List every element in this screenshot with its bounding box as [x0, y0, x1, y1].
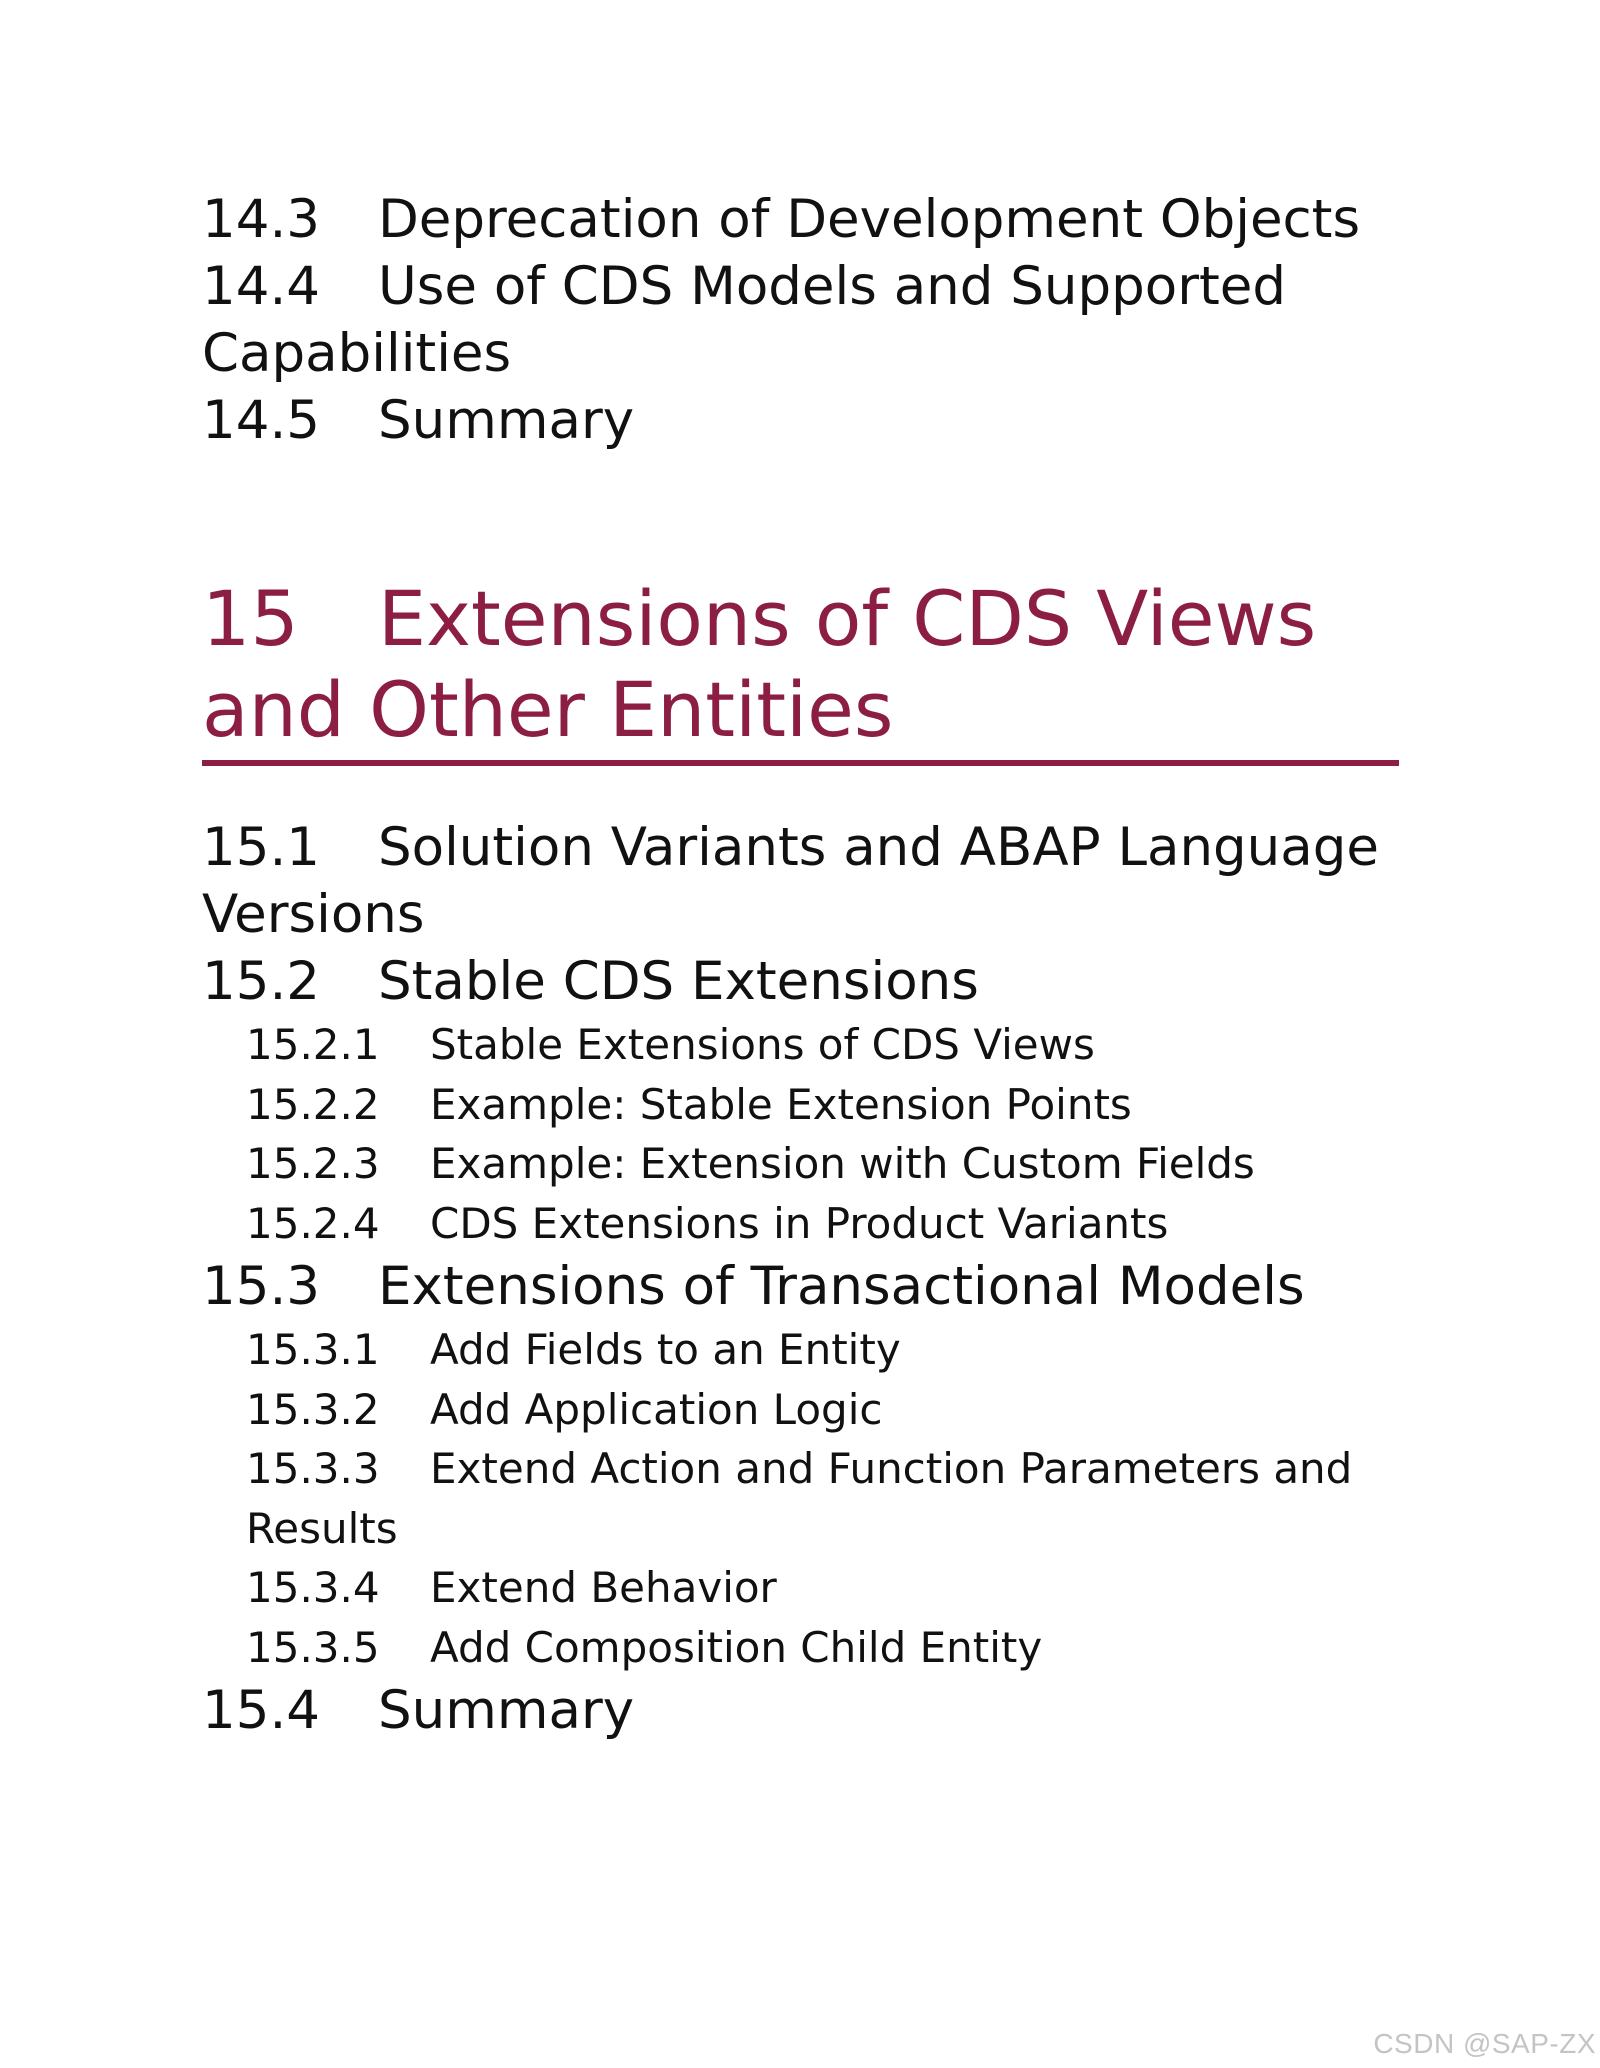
toc-entry-number: 15.4: [202, 1680, 321, 1741]
toc-subentry-title: Add Fields to an Entity: [430, 1325, 901, 1374]
toc-subentry-number: 15.2.3: [246, 1139, 380, 1188]
toc-entry-15-1[interactable]: [202, 814, 1402, 948]
toc-entry-title: Summary: [378, 390, 635, 451]
toc-subentry-number: 15.3.3: [246, 1444, 380, 1493]
toc-entry-15-2-2[interactable]: [202, 1075, 1402, 1135]
toc-entry-15-2-3[interactable]: [202, 1134, 1402, 1194]
toc-entry-14-3[interactable]: [202, 186, 1402, 253]
chapter-number: 15: [202, 574, 299, 663]
toc-subentry-number: 15.3.5: [246, 1622, 380, 1672]
toc-entry-15-3[interactable]: [202, 1253, 1402, 1320]
toc-entry-number: 14.4: [202, 256, 321, 317]
toc-entry-15-2-1[interactable]: [202, 1015, 1402, 1075]
toc-subentry-title: Add Composition Child Entity: [430, 1622, 1043, 1672]
toc-entry-title: Stable CDS Extensions: [378, 951, 979, 1012]
toc-subentry-title: Example: Extension with Custom Fields: [430, 1139, 1255, 1188]
toc-entry-title: Use of CDS Models and Supported Capabilities: [202, 256, 1287, 384]
toc-content: [202, 186, 1402, 1744]
toc-entry-number: 15.3: [202, 1256, 321, 1317]
toc-subentry-title: Add Application Logic: [430, 1384, 883, 1434]
chapter-heading[interactable]: [202, 573, 1402, 755]
toc-entry-title: Summary: [378, 1680, 635, 1741]
toc-entry-number: 15.2: [202, 951, 321, 1012]
toc-subentry-title: Extend Action and Function Parameters and Results: [246, 1444, 1353, 1553]
toc-entry-15-3-3[interactable]: [202, 1439, 1402, 1558]
toc-subentry-number: 15.3.4: [246, 1563, 380, 1612]
toc-subentry-number: 15.3.2: [246, 1384, 380, 1434]
toc-entry-15-3-2[interactable]: [202, 1380, 1402, 1440]
toc-entry-15-4[interactable]: [202, 1677, 1402, 1744]
chapter-entries: [202, 814, 1402, 1744]
toc-entry-15-2[interactable]: [202, 948, 1402, 1015]
toc-entry-title: Solution Variants and ABAP Language Versions: [202, 817, 1379, 945]
toc-entry-15-3-5[interactable]: [202, 1618, 1402, 1678]
toc-subentry-number: 15.3.1: [246, 1325, 380, 1374]
toc-entry-15-3-4[interactable]: [202, 1558, 1402, 1618]
toc-entry-number: 15.1: [202, 817, 321, 878]
toc-entry-number: 14.3: [202, 189, 321, 250]
chapter-divider: [202, 760, 1399, 766]
toc-entry-title: Extensions of Transactional Models: [378, 1256, 1305, 1317]
toc-subentry-number: 15.2.4: [246, 1198, 380, 1248]
chapter-title: Extensions of CDS Views and Other Entities: [202, 574, 1317, 754]
toc-subentry-title: Extend Behavior: [430, 1563, 777, 1612]
toc-entry-14-5[interactable]: [202, 387, 1402, 454]
toc-subentry-title: CDS Extensions in Product Variants: [430, 1198, 1169, 1248]
toc-entry-title: Deprecation of Development Objects: [378, 189, 1361, 250]
toc-subentry-title: Example: Stable Extension Points: [430, 1079, 1132, 1129]
toc-entry-15-3-1[interactable]: [202, 1320, 1402, 1380]
toc-entry-15-2-4[interactable]: [202, 1194, 1402, 1254]
toc-entry-number: 14.5: [202, 390, 321, 451]
watermark: CSDN @SAP-ZX: [1373, 2028, 1596, 2059]
toc-subentry-number: 15.2.1: [246, 1020, 380, 1069]
toc-entry-14-4[interactable]: [202, 253, 1402, 387]
previous-chapter-entries: [202, 186, 1402, 454]
toc-subentry-title: Stable Extensions of CDS Views: [430, 1020, 1095, 1069]
toc-subentry-number: 15.2.2: [246, 1079, 380, 1129]
